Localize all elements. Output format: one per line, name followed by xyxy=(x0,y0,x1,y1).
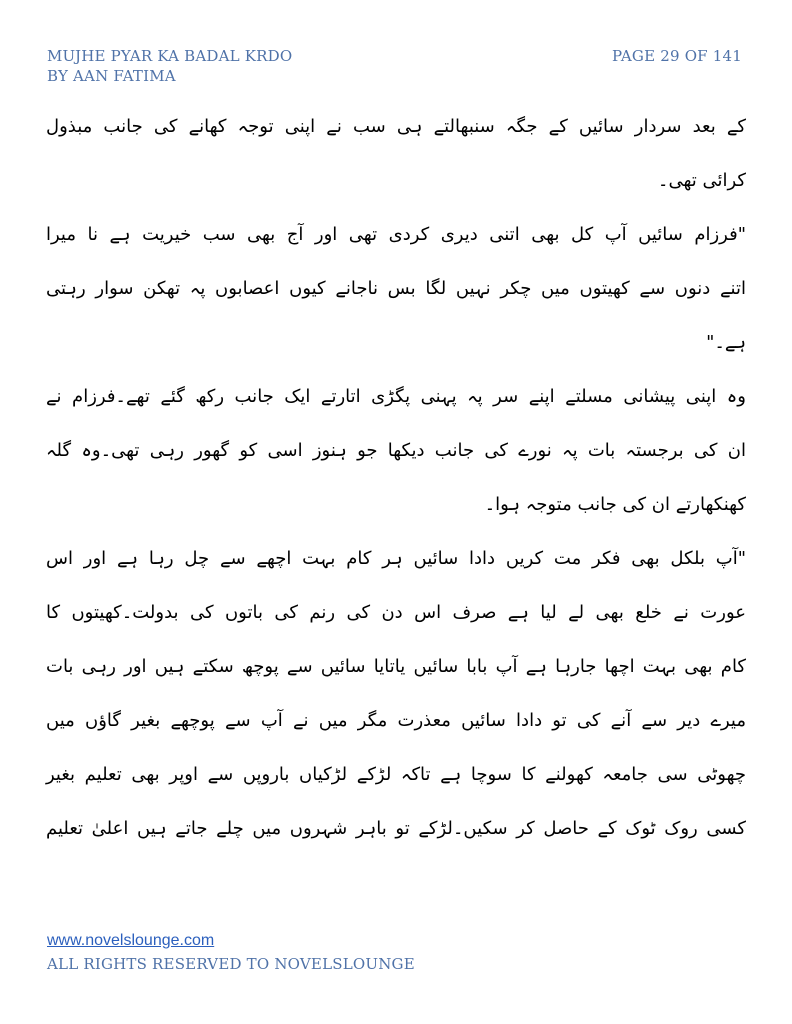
text-line: عورت نے خلع بھی لے لیا ہے صرف اس دن کی رنم کی باتوں کی بدولت۔کھیتوں کا xyxy=(46,602,746,623)
body-text xyxy=(46,112,746,868)
text-line: ان کی برجستہ بات پہ نورے کی جانب دیکھا جو ہنوز اسی کو گھور رہی تھی۔وہ گلہ xyxy=(46,440,746,461)
website-link[interactable]: www.novelslounge.com xyxy=(47,932,215,949)
text-line: وہ اپنی پیشانی مسلتے اپنے سر پہ پہنی پگڑی اتارتے ایک جانب رکھ گئے تھے۔فرزام نے xyxy=(46,386,746,407)
text-line: اتنے دنوں سے کھیتوں میں چکر نہیں لگا بس ناجانے کیوں اعصابوں پہ تھکن سوار رہتی xyxy=(46,278,746,299)
text-line: کھنکھارتے ان کی جانب متوجہ ہوا۔ xyxy=(484,494,746,515)
text-line: میرے دیر سے آنے کی تو دادا سائیں معذرت مگر میں نے آپ سے پوچھے بغیر گاؤں میں xyxy=(46,710,746,731)
text-line: کرائی تھی۔ xyxy=(657,170,746,191)
rights-notice: ALL RIGHTS RESERVED TO NOVELSLOUNGE xyxy=(47,955,415,973)
text-line: کام بھی بہت اچھا جارہا ہے آپ بابا سائیں یاتایا سائیں سے پوچھ سکتے ہیں اور رہی بات xyxy=(46,656,746,677)
text-line: کسی روک ٹوک کے حاصل کر سکیں۔لڑکے تو باہر شہروں میں چلے جاتے ہیں اعلیٰ تعلیم xyxy=(46,818,746,839)
author-name: BY AAN FATIMA xyxy=(47,67,176,85)
text-line: کے بعد سردار سائیں کے جگہ سنبھالتے ہی سب نے اپنی توجہ کھانے کی جانب مبذول xyxy=(46,116,746,137)
novel-title: MUJHE PYAR KA BADAL KRDO xyxy=(47,47,293,65)
page-number: PAGE 29 OF 141 xyxy=(611,47,742,65)
text-line: "فرزام سائیں آپ کل بھی اتنی دیری کردی تھی اور آج بھی سب خیریت ہے نا میرا xyxy=(46,224,746,245)
text-line: "آپ بلکل بھی فکر مت کریں دادا سائیں ہر کام بہت اچھے سے چل رہا ہے اور اس xyxy=(46,548,746,569)
text-line: چھوٹی سی جامعہ کھولنے کا سوچا ہے تاکہ لڑکے لڑکیاں باروپں سے اوپر بھی تعلیم بغیر xyxy=(46,764,746,785)
text-line: ہے۔" xyxy=(706,332,746,353)
